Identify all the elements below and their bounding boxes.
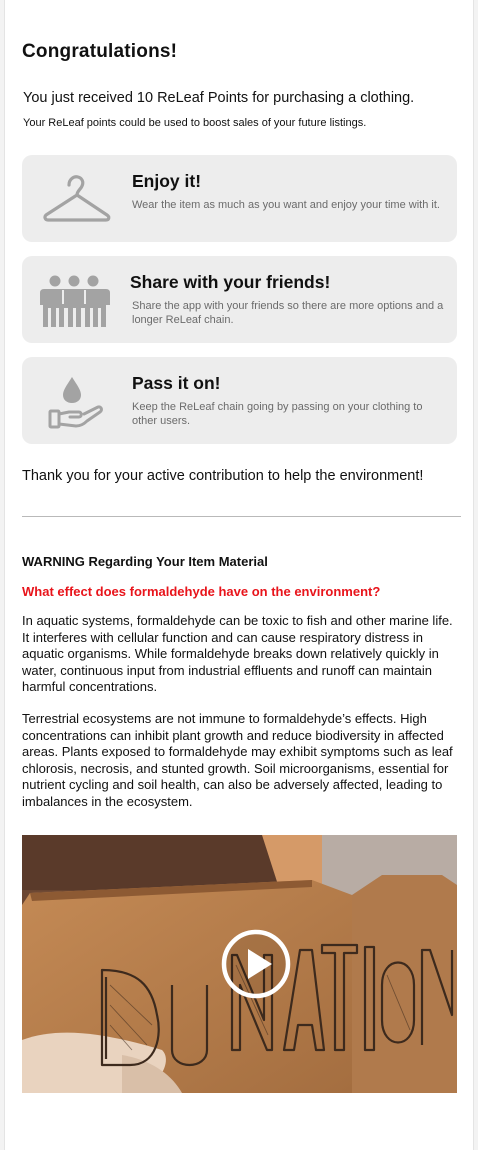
- play-icon[interactable]: [221, 929, 291, 999]
- points-received-text: You just received 10 ReLeaf Points for purchasing a clothing.: [23, 90, 415, 106]
- congratulations-page: [4, 0, 474, 1150]
- divider: [22, 516, 461, 517]
- page-title: Congratulations!: [22, 41, 178, 62]
- donation-video[interactable]: [22, 835, 457, 1093]
- card-title: Pass it on!: [132, 373, 221, 393]
- card-share-with-friends: [22, 256, 457, 343]
- hand-with-drop-icon: [40, 373, 112, 429]
- warning-paragraph-aquatic: In aquatic systems, formaldehyde can be toxic to fish and other marine life. It interferes with cellular function and can cause respiratory distress in aquatic organisms. While formaldehyde breaks down relatively quickly in water, continuous input from industrial effluents and runoff can maintain harmful concentrations.: [22, 613, 453, 694]
- points-boost-text: Your ReLeaf points could be used to boost sales of your future listings.: [23, 117, 367, 129]
- card-description: Wear the item as much as you want and enjoy your time with it.: [132, 199, 440, 211]
- card-enjoy-it: [22, 155, 457, 242]
- card-title: Enjoy it!: [132, 171, 202, 191]
- card-description: Keep the ReLeaf chain going by passing on your clothing to other users.: [132, 401, 423, 427]
- warning-question: What effect does formaldehyde have on the environment?: [22, 584, 381, 599]
- warning-paragraph-terrestrial: Terrestrial ecosystems are not immune to formaldehyde’s effects. High concentrations can inhibit plant growth and reduce biodiversity in affected areas. Plants exposed to formaldehyde may exhibit symptoms such as leaf chlorosis, necrosis, and stunted growth. Soil microorganisms, essential for nutrient cycling and soil health, can also be adversely affected, leading to imbalances in the ecosystem.: [22, 711, 453, 809]
- card-title: Share with your friends!: [130, 272, 331, 292]
- hanger-icon: [40, 171, 112, 227]
- group-of-people-icon: [40, 272, 112, 328]
- warning-heading: WARNING Regarding Your Item Material: [22, 554, 268, 569]
- thank-you-text: Thank you for your active contribution to help the environment!: [22, 468, 424, 484]
- card-pass-it-on: [22, 357, 457, 444]
- card-description: Share the app with your friends so there are more options and a longer ReLeaf chain.: [132, 300, 444, 326]
